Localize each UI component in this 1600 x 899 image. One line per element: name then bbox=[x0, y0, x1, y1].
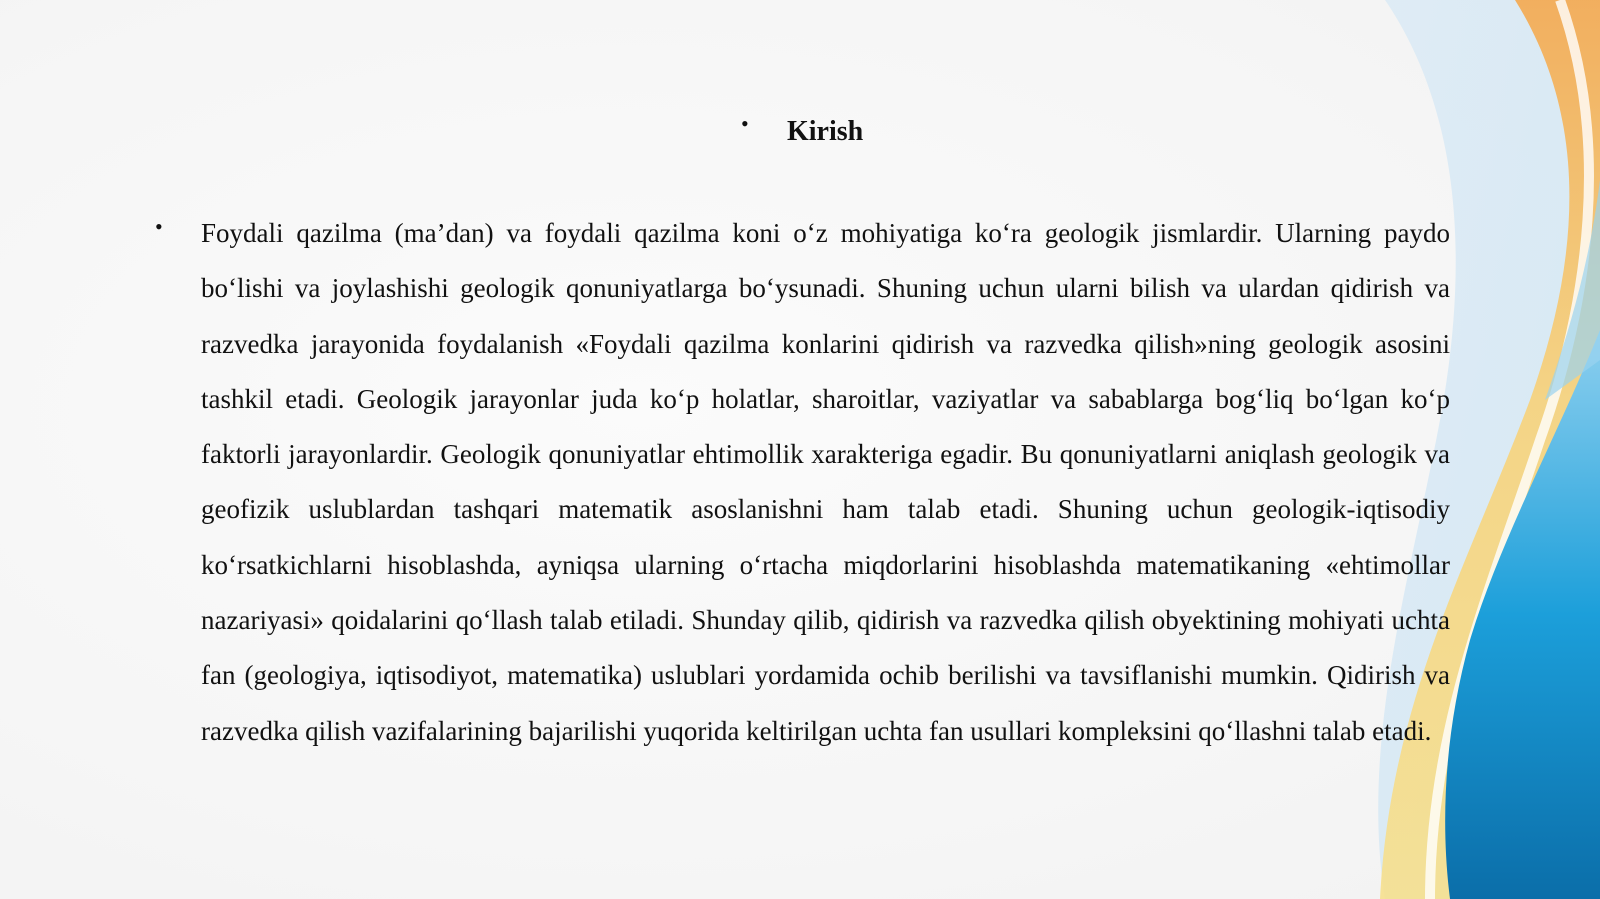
bullet-icon: • bbox=[741, 111, 749, 136]
title-row bbox=[0, 112, 1600, 152]
bullet-icon: • bbox=[155, 214, 163, 239]
body-paragraph: Foydali qazilma (ma’dan) va foydali qazilma koni o‘z mohiyatiga ko‘ra geologik jismlardir. Ularning paydo bo‘lishi va joylashishi geologik qonuniyatlarga bo‘ysunadi. Shuning uchun ularni bilish va ulardan qidirish va razvedka jarayonida foydalanish «Foydali qazilma konlarini qidirish va razvedka qilish»ning geologik asosini tashkil etadi. Geologik jarayonlar juda ko‘p holatlar, sharoitlar, vaziyatlar va sabablarga bog‘liq bo‘lgan ko‘p faktorli jarayonlardir. Geologik qonuniyatlar ehtimollik xarakteriga egadir. Bu qonuniyatlarni aniqlash geologik va geofizik uslublardan tashqari matematik asoslanishni ham talab etadi. Shuning uchun geologik-iqtisodiy ko‘rsatkichlarni hisoblashda, ayniqsa ularning o‘rtacha miqdorlarini hisoblashda matematikaning «ehtimollar nazariyasi» qoidalarini qo‘llash talab etiladi. Shunday qilib, qidirish va razvedka qilish obyektining mohiyati uchta fan (geologiya, iqtisodiyot, matematika) uslublari yordamida ochib berilishi va tavsiflanishi mumkin. Qidirish va razvedka qilish vazifalarining bajarilishi yuqorida keltirilgan uchta fan usullari kompleksini qo‘llashni talab etadi. bbox=[201, 218, 1450, 746]
slide-title: Kirish bbox=[787, 116, 864, 147]
